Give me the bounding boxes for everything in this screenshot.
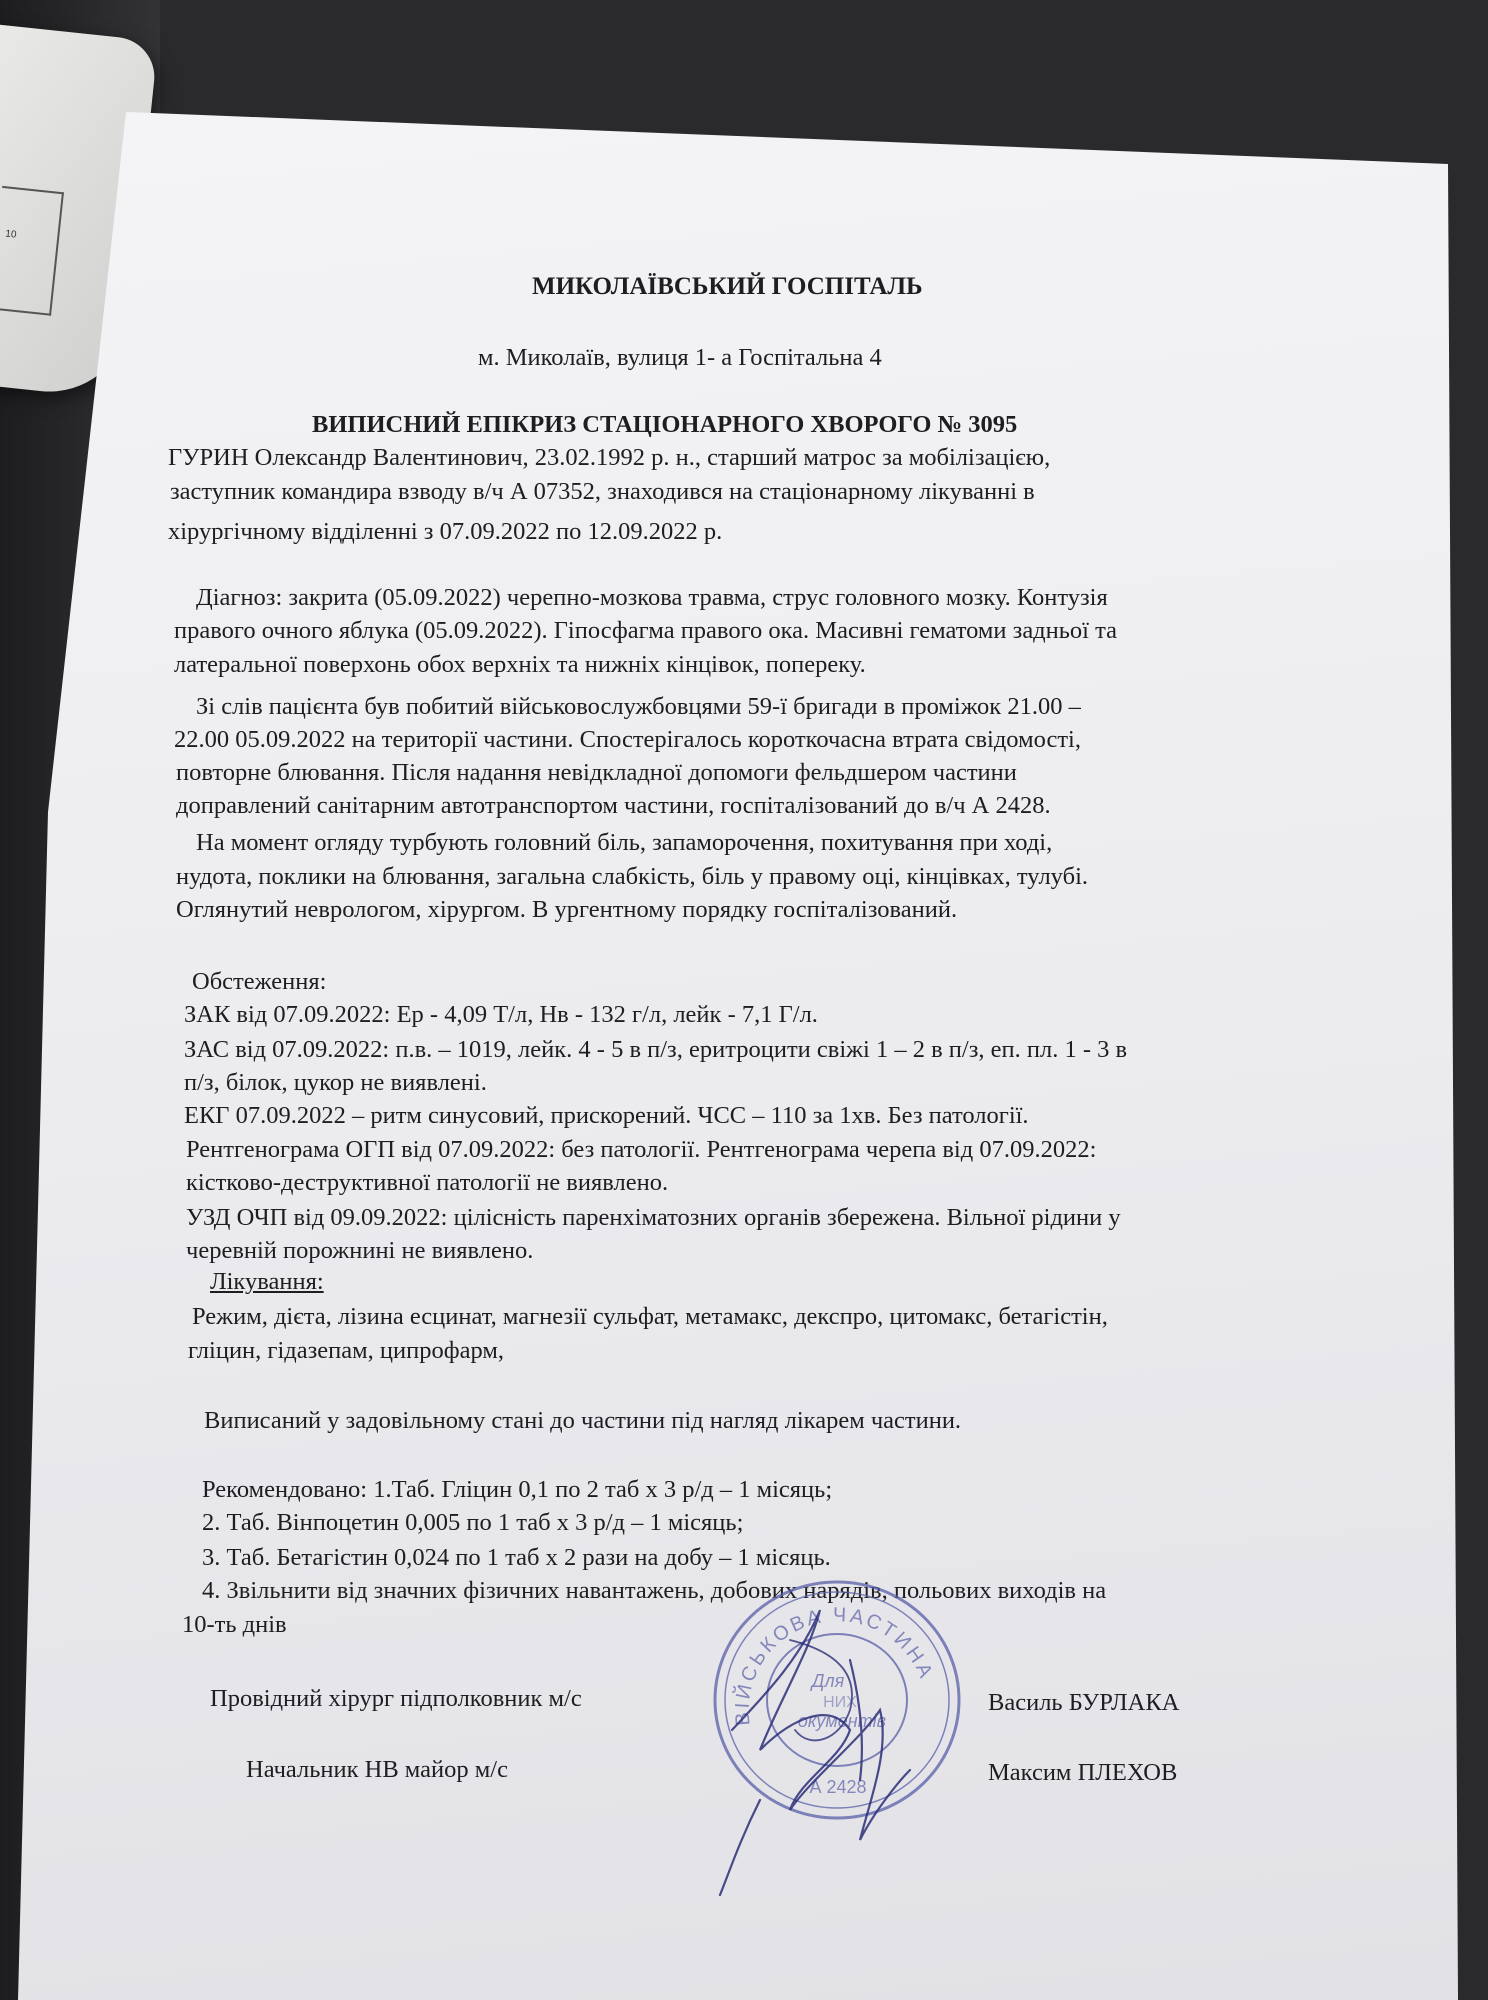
patient-line-1: ГУРИН Олександр Валентинович, 23.02.1992 р. н., старший матрос за мобілізацією,: [168, 444, 1051, 471]
page-table-fragment: 10: [0, 186, 64, 316]
history-line: 22.00 05.09.2022 на території частини. Спостерігалось короткочасна втрата свідомості,: [174, 726, 1081, 753]
complaints-line: Оглянутий неврологом, хірургом. В ургентному порядку госпіталізований.: [176, 896, 958, 923]
patient-line-2: заступник командира взводу в/ч А 07352, знаходився на стаціонарному лікуванні в: [170, 478, 1035, 505]
examination-line: Рентгенограма ОГП від 07.09.2022: без патології. Рентгенограма черепа від 07.09.2022:: [186, 1136, 1097, 1163]
treatment-line: Режим, дієта, лізина есцинат, магнезії сульфат, метамакс, декспро, цитомакс, бетагістін,: [192, 1303, 1108, 1330]
diagnosis-line: Діагноз: закрита (05.09.2022) черепно-мозкова травма, струс головного мозку. Контузія: [196, 584, 1108, 611]
examination-line: п/з, білок, цукор не виявлені.: [184, 1069, 487, 1096]
stamp-bottom-text: А 2428: [809, 1777, 867, 1797]
chief-title: Начальник НВ майор м/с: [246, 1756, 508, 1783]
history-line: доправлений санітарним автотранспортом частини, госпіталізований до в/ч А 2428.: [176, 792, 1051, 819]
hospital-address: м. Миколаїв, вулиця 1- а Госпітальна 4: [478, 344, 882, 371]
examination-line: черевній порожнині не виявлено.: [186, 1237, 534, 1264]
recommendation-line: Рекомендовано: 1.Таб. Гліцин 0,1 по 2 таб х 3 р/д – 1 місяць;: [202, 1476, 833, 1503]
treatment-heading: Лікування:: [210, 1268, 324, 1295]
treatment-line: гліцин, гідазепам, ципрофарм,: [188, 1337, 504, 1364]
chief-name: Максим ПЛЕХОВ: [988, 1759, 1178, 1786]
examination-line: ЕКГ 07.09.2022 – ритм синусовий, прискорений. ЧСС – 110 за 1хв. Без патології.: [184, 1102, 1029, 1129]
stamp-center-line-2: окументів: [797, 1711, 887, 1731]
examination-line: кістково-деструктивної патології не виявлено.: [186, 1169, 669, 1196]
diagnosis-line: правого очного яблука (05.09.2022). Гіпосфагма правого ока. Масивні гематоми задньої та: [174, 617, 1117, 644]
complaints-line: На момент огляду турбують головний біль, запаморочення, похитування при ході,: [196, 829, 1053, 856]
surgeon-title: Провідний хірург підполковник м/с: [210, 1685, 582, 1712]
examination-line: ЗАС від 07.09.2022: п.в. – 1019, лейк. 4 - 5 в п/з, еритроцити свіжі 1 – 2 в п/з, еп. пл. 1 - 3 в: [184, 1036, 1128, 1063]
history-line: Зі слів пацієнта був побитий військовослужбовцями 59-ї бригади в проміжок 21.00 –: [196, 693, 1081, 720]
diagnosis-line: латеральної поверхонь обох верхніх та нижніх кінцівок, попереку.: [174, 651, 866, 678]
document-title: ВИПИСНИЙ ЕПІКРИЗ СТАЦІОНАРНОГО ХВОРОГО № 3095: [312, 411, 1018, 438]
examination-heading: Обстеження:: [192, 968, 327, 995]
recommendation-line: 3. Таб. Бетагістин 0,024 по 1 таб х 2 рази на добу – 1 місяць.: [202, 1544, 831, 1571]
patient-line-3: хірургічному відділенні з 07.09.2022 по 12.09.2022 р.: [168, 518, 723, 545]
handwritten-signature: [700, 1580, 940, 1900]
complaints-line: нудота, поклики на блювання, загальна слабкість, біль у правому оці, кінцівках, тулубі.: [176, 863, 1089, 890]
examination-line: УЗД ОЧП від 09.09.2022: цілісність паренхіматозних органів збережена. Вільної рідини у: [186, 1204, 1121, 1231]
recommendation-line: 4. Звільнити від значних фізичних навантажень, добових нарядів, польових виходів на: [202, 1577, 1107, 1604]
hospital-name: МИКОЛАЇВСЬКИЙ ГОСПІТАЛЬ: [532, 273, 923, 300]
examination-line: ЗАК від 07.09.2022: Ер - 4,09 Т/л, Нв - 132 г/л, лейк - 7,1 Г/л.: [184, 1001, 818, 1028]
surgeon-name: Василь БУРЛАКА: [988, 1689, 1180, 1716]
recommendation-line: 2. Таб. Вінпоцетин 0,005 по 1 таб х 3 р/д – 1 місяць;: [202, 1509, 744, 1536]
recommendation-line: 10-ть днів: [182, 1611, 287, 1638]
discharge-statement: Виписаний у задовільному стані до частини під нагляд лікарем частини.: [204, 1407, 962, 1434]
svg-text:НИХ: НИХ: [823, 1694, 857, 1711]
history-line: повторне блювання. Після надання невідкладної допомоги фельдшером частини: [176, 759, 1017, 786]
stamp-ring-text: ВІЙСЬКОВА ЧАСТИНА: [731, 1603, 938, 1727]
stamp-center-line-1: Для: [811, 1671, 845, 1691]
